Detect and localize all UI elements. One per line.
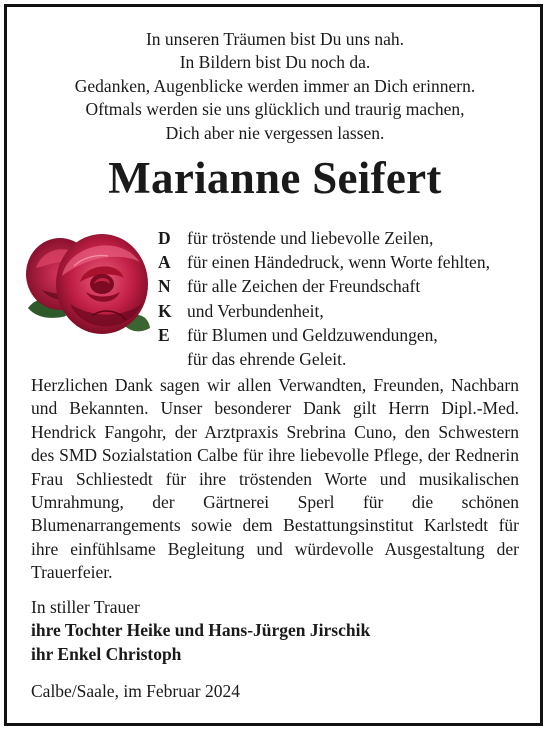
danke-row [158,347,490,371]
danke-acrostic [158,226,490,371]
poem-line: Gedanken, Augenblicke werden immer an Dich erinnern. [74,75,476,96]
mourning-family-line: ihre Tochter Heike und Hans-Jürgen Jirschik [31,620,371,641]
danke-letter: E [158,324,170,345]
danke-text: für einen Händedruck, wenn Worte fehlten, [187,252,490,273]
danke-row [158,226,490,250]
thanks-paragraph: Herzlichen Dank sagen wir allen Verwandten, Freunden, Nachbarn und Bekannten. Unser besonderer Dank gilt Herrn Dipl.-Med. Hendrick Fangohr, der Arztpraxis Srebrina Cuno, den Schwestern des SMD Sozialstation Calbe für ihre liebevolle Pflege, der Rednerin Frau Schliestedt für ihre tröstenden Worte und musikalischen Umrahmung, der Gärtnerei Sperl für die schönen Blumenarrangements sowie dem Bestattungsinstitut Karlstedt für ihre einfühlsame Begleitung und würdevolle Ausgestaltung der Trauerfeier. [31,375,519,583]
danke-letter: A [158,252,171,273]
danke-text: für das ehrende Geleit. [187,349,347,370]
danke-letter: N [158,276,171,297]
place-date: Calbe/Saale, im Februar 2024 [31,681,240,701]
danke-letter: D [158,228,171,248]
poem-line: Oftmals werden sie uns glücklich und traurig machen, [85,99,465,120]
danke-row [158,323,490,347]
poem-line: In Bildern bist Du noch da. [179,52,371,73]
deceased-name: Marianne Seifert [108,153,442,203]
poem-line: Dich aber nie vergessen lassen. [165,122,385,143]
mourning-signature [31,596,370,666]
danke-text: für alle Zeichen der Freundschaft [187,276,421,297]
poem-line: In unseren Träumen bist Du uns nah. [145,29,405,49]
danke-row [158,274,490,298]
mourning-family-line: ihr Enkel Christoph [31,643,182,664]
danke-text: für tröstende und liebevolle Zeilen, [187,228,434,248]
danke-letter [158,347,187,371]
danke-row [158,299,490,323]
rose-image [22,212,152,346]
danke-row [158,250,490,274]
danke-letter: K [158,300,172,321]
mourning-intro: In stiller Trauer [31,597,140,617]
poem [0,28,550,145]
danke-text: und Verbundenheit, [187,300,324,321]
danke-text: für Blumen und Geldzuwendungen, [187,324,438,345]
